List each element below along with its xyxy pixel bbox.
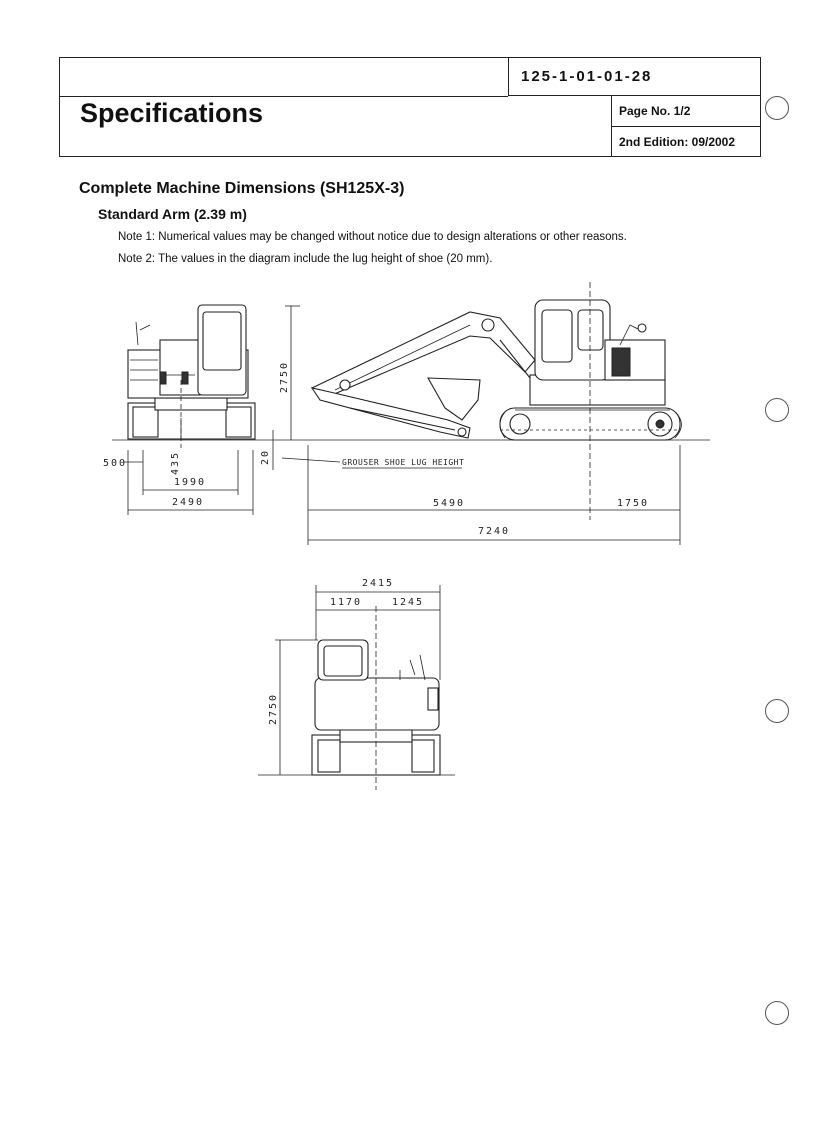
note-1: Note 1: Numerical values may be changed without notice due to design alterations or other reasons. [118,231,627,243]
dim-20: 20 [260,448,271,465]
dim-2415: 2415 [362,578,395,589]
document-number: 125-1-01-01-28 [508,58,761,96]
side-view-drawing [290,282,710,520]
dim-7240: 7240 [478,526,511,537]
dim-1245: 1245 [392,597,425,608]
subsection-title: Standard Arm (2.39 m) [98,206,247,222]
dim-5490: 5490 [433,498,466,509]
dim-435: 435 [170,450,181,475]
edition: 2nd Edition: 09/2002 [611,127,761,157]
dim-500: 500 [103,458,128,469]
dim-1750: 1750 [617,498,650,509]
dim-1170: 1170 [330,597,363,608]
grouser-label: GROUSER SHOE LUG HEIGHT [342,458,465,467]
page-number: Page No. 1/2 [611,96,761,127]
dim-2490: 2490 [172,497,205,508]
dim-2750-front: 2750 [268,692,279,725]
dim-2750-side: 2750 [279,360,290,393]
dim-1990: 1990 [174,477,207,488]
note-2: Note 2: The values in the diagram include the lug height of shoe (20 mm). [118,253,493,265]
section-title: Complete Machine Dimensions (SH125X-3) [79,180,405,197]
front-view-drawing [258,606,455,790]
rear-view-drawing [112,305,290,448]
page-title: Specifications [80,98,264,128]
